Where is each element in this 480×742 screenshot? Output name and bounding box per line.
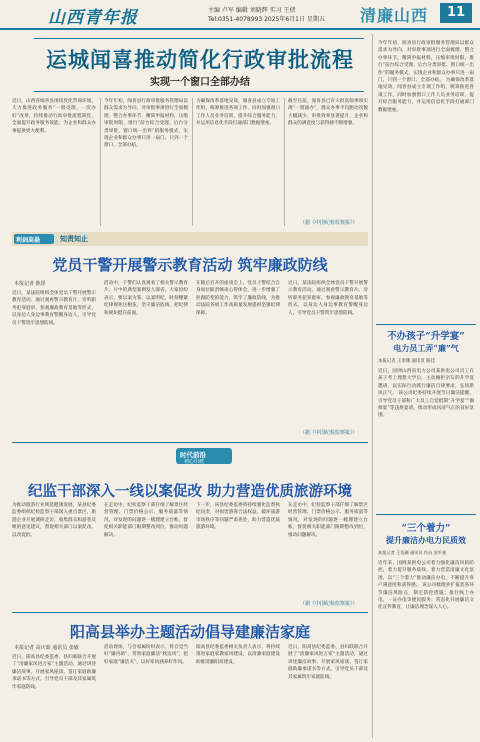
article2-byline: 本报记者 陈彤 [14,281,46,287]
article1-column-2: 今年年初，闻喜县行政审批服务管理局以群众需求为导向，对审批事项进行全面梳理，整合办事环节，精简申报材料，压缩审批时限，推行“前台综合受理、后台分类审批、窗口统一出件”的服务模式，实现企业和群众办事只进一扇门、只到一个窗口、全部办结。 [104,99,188,149]
article1-title: 运城闻喜推动简化行政审批流程 [46,47,354,72]
article4-column-3: 阳高县纪委监委相关负责人表示，将持续推进家庭家教家风建设，以清廉家庭建设助推清廉阳高建设。 [196,645,280,665]
sidebar1-subtitle: 电力员工弄“廉”气 [393,343,459,353]
article1-column-4: 截至目前，闻喜县已有大批高频事项实现“一窗通办”，群众办事平均跑动次数大幅减少，审批效率显著提升，企业和群众的满意度与获得感不断增强。 [288,99,368,127]
banner-text: 知责知止 [60,235,88,243]
sidebar2-subtitle: 提升廉洁办电力民质效 [386,535,466,545]
sidebar1-title: 不办孩子“升学宴” [387,331,465,342]
article4-column-1: 近日，阳高县纪委监委、县妇联联合开展了“清廉家风进万家”主题活动，通过讲述廉洁故事、开展家风座谈、签订家庭助廉承诺书等方式，引导党员干部及其家属筑牢家庭防线。 [12,655,96,690]
column-divider [192,98,193,226]
article3-column-3: 下一步，该县纪委监委将持续强化监督执纪问责，对损害游客合法权益、破坏旅游市场秩序等问题严肃查处，助力营造优质旅游环境。 [196,503,280,531]
section-divider [12,612,368,613]
column-divider [100,98,101,226]
article3-column-4: 在走访中，纪检监察干部仔细了解景区经营管理、门票价格公示、服务质量等情况，对发现的问题逐一梳理建立台账，督促相关职能部门限期整改到位，推动问题解决。 [288,503,368,538]
masthead-editor-info: 主编 卢军 编辑 刘晓辉 实习 王倩 [208,7,296,14]
article2-column-3: 在随后召开的座谈会上，党员干警结合自身岗位职责畅谈心得体会，进一步增强了拒腐防变的能力，筑牢了廉政防线，为推动法院各项工作高质量发展提供坚强纪律保障。 [196,281,280,316]
article2-column-2: 活动中，干警们认真观看了相关警示教育片，片中的典型案例发人深省。大家纷纷表示，要以案为鉴、以案明纪，时刻绷紧纪律规矩这根弦，坚守廉洁底线，把纪律和规矩挺在前面。 [104,281,188,316]
article1-credit: （据《中国纪检监察报》） [300,220,358,226]
section-title: 清廉山西 [360,6,429,25]
sidebar2-body: 近年来，国网某供电公司着力强化廉洁风险防控、着力提升服务质效、着力营造清廉文化氛围，以“三个着力”推动廉洁办电，不断提升客户满意度和获得感。 该公司梳理业扩报装各环节廉洁风险点，制定防控措施；推行线上办电、一证办电等便民服务；常态化开展廉洁文化宣传教育，让廉洁理念深入人心。 [378,561,474,611]
article1-column-1: 近日，山西省闻喜县围绕优化营商环境，大力推进政务服务“一窗受理、一次办好”改革，持续推动行政审批流程简化，全面提升政务服务效能，为企业和群众办事提供更大便利。 [12,99,96,134]
section-divider [12,442,368,443]
article1-column-3: 为确保改革落地见效，闻喜县成立专项工作组，统筹推进各项工作，同时加强窗口工作人员业务培训，提升综合服务能力，并运用信息化手段打通部门数据壁垒。 [196,99,280,127]
article1-subtitle: 实现一个窗口全部办结 [150,77,250,88]
article4-title: 阳高县举办主题活动倡导建廉洁家庭 [69,623,310,641]
band2-sub: 初心印痕 [184,459,205,465]
masthead-date-info: Tel:0351-4078993 2025年6月1日 星期五 [208,16,325,23]
article2-column-1: 近日，某法院组织全体党员干警开展警示教育活动。通过观看警示教育片、旁听职务犯罪庭审、参观廉政教育基地等形式，以身边人身边事教育警醒身边人，引导党员干警筑牢思想防线。 [12,291,96,326]
sidebar-divider [372,34,373,738]
band2-text: 时代前沿 [180,451,206,459]
sidebar-article1-continuation: 今年年初，闻喜县行政审批服务管理局以群众需求为导向，对审批事项进行全面梳理，整合办事环节，精简申报材料，压缩审批时限，推行“前台综合受理、后台分类审批、窗口统一出件”的服务模式，实现企业和群众办事只进一扇门、只到一个窗口、全部办结。 为确保改革落地见效，闻喜县成立专项工作组，统筹推进各项工作，同时加强窗口工作人员业务培训，提升综合服务能力，并运用信息化手段打通部门数据壁垒。 [378,41,474,113]
page-number: 11 [440,3,472,23]
article3-title: 纪监干部深入一线以案促改 助力营造优质旅游环境 [27,483,353,500]
sidebar1-byline: 本报记者 王语珊 通讯员 路佳 [378,359,435,364]
article3-column-2: 在走访中，纪检监察干部仔细了解景区经营管理、门票价格公示、服务质量等情况，对发现的问题逐一梳理建立台账，督促相关职能部门限期整改到位，推动问题解决。 [104,503,188,538]
sidebar2-byline: 本报记者 王语珊 通讯员 符昌 安军斐 [378,550,447,555]
article4-column-4: 近日，阳高县纪委监委、县妇联联合开展了“清廉家风进万家”主题活动，通过讲述廉洁故事、开展家风座谈、签订家庭助廉承诺书等方式，引导党员干部及其家属筑牢家庭防线。 [288,645,368,680]
article3-credit: （据《中国纪检监察报》） [300,601,358,607]
sidebar-divider-1 [376,324,476,325]
sidebar1-body: 近日，国网山西省电力公司某供电公司员工在孩子考上理想大学后，主动婉拒亲友的升学宴邀请，以实际行动践行廉洁自律要求，弘扬新风正气。 该公司纪委持续开展节日廉洁提醒，引导党员干部和广大员工自觉抵制“升学宴”“谢师宴”等违规宴请，推动形成风清气正的良好氛围。 [378,369,474,419]
banner-icon-label: 利剑高悬 [16,237,41,244]
article2-title: 党员干警开展警示教育活动 筑牢廉政防线 [52,256,328,274]
article2-credit: （据《中国纪检监察报》） [300,430,358,436]
sidebar-divider-2 [376,514,476,515]
article3-column-1: 为推动旅游行业规范健康发展，某县纪委监委组织纪检监察干部深入重点景区、旅游企业开展调研走访，收集群众和游客反映的意见建议，督促相关部门以案促改、以改促治。 [12,503,96,538]
column-divider [284,98,285,226]
article4-byline: 本报记者 高庆茹 通讯员 张敏 [14,645,79,651]
article4-column-2: 活动现场，与会家属纷纷表示，将自觉当好“廉内助”，常吹家庭廉洁“枕边风”，把好家庭“廉洁关”，以好家风涵养好作风。 [104,645,188,665]
newspaper-logo: 山西青年报 [48,8,138,28]
article2-column-4: 近日，某法院组织全体党员干警开展警示教育活动。通过观看警示教育片、旁听职务犯罪庭审、参观廉政教育基地等形式，以身边人身边事教育警醒身边人，引导党员干警筑牢思想防线。 [288,281,368,316]
sidebar2-title: “三个着力” [401,523,451,534]
